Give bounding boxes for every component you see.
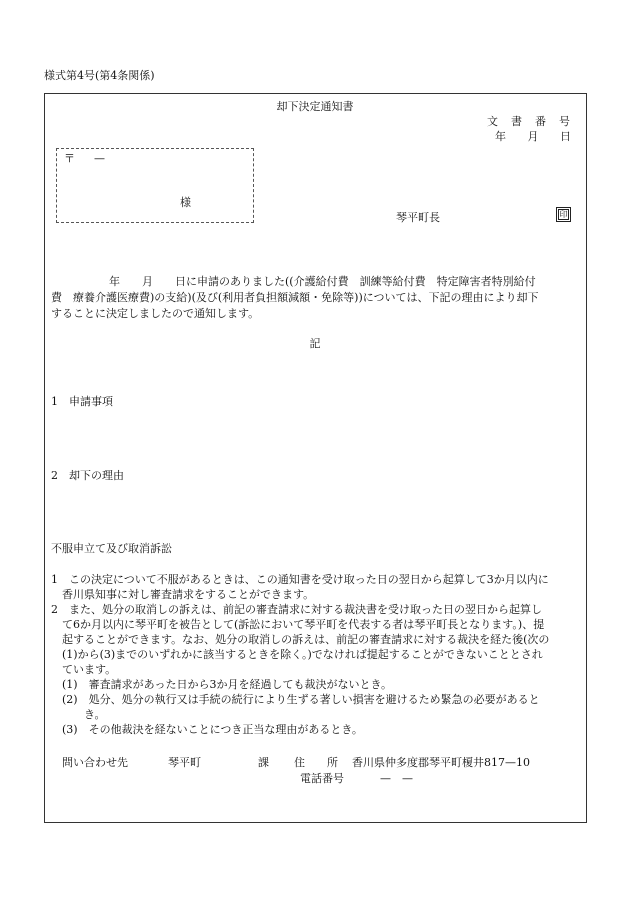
date-header xyxy=(477,131,571,142)
phone-label: 電話番号 xyxy=(300,772,344,785)
contact-phone xyxy=(300,773,413,784)
appeal-subitem: き。 xyxy=(51,708,106,721)
contact-town: 琴平町 xyxy=(168,756,201,769)
contact-address-label: 住 所 xyxy=(294,756,338,769)
body-line-1: 年 月 日に申請のありました((介護給付費 訓練等給付費 特定障害者特別給付 xyxy=(109,275,536,288)
postal-dash: — xyxy=(94,152,105,165)
appeal-subitem: (2) 処分、処分の執行又は手続の続行により生ずる著しい損害を避けるため緊急の必要があると xyxy=(51,693,540,706)
date-year: 年 xyxy=(495,130,506,143)
document-title: 却下決定通知書 xyxy=(276,100,354,113)
appeal-line: 1 この決定について不服があるときは、この通知書を受け取った日の翌日から起算して3か月以内に xyxy=(51,573,549,586)
date-month: 月 xyxy=(527,130,539,143)
appeal-line: 起することができます。なお、処分の取消しの訴えは、前記の審査請求に対する裁決を経た後(次の xyxy=(51,633,550,646)
appeal-line: (1)から(3)までのいずれかに該当するときを除く。)でなければ提起することができないこととされ xyxy=(51,648,543,661)
body-line-3: することに決定しましたので通知します。 xyxy=(51,307,260,320)
phone-value: — — xyxy=(380,772,413,785)
ki-heading: 記 xyxy=(309,337,321,350)
section-rejection-reason: 2 却下の理由 xyxy=(51,469,124,482)
appeal-line: ています。 xyxy=(51,663,117,676)
appeal-line: 2 また、処分の取消しの訴えは、前記の審査請求に対する裁決書を受け取った日の翌日から起算し xyxy=(51,603,542,616)
seal-char: 印 xyxy=(559,209,568,219)
appeal-heading: 不服申立て及び取消訴訟 xyxy=(51,542,172,555)
section-application-items: 1 申請事項 xyxy=(51,395,113,408)
contact-label: 問い合わせ先 xyxy=(62,756,128,769)
contact-section: 課 xyxy=(258,756,269,769)
address-box xyxy=(56,148,254,223)
body-line-2: 費 療養介護医療費)の支給)(及び(利用者負担額減額・免除等))については、下記の理由により却下 xyxy=(51,291,539,304)
honorific-sama: 様 xyxy=(180,196,191,209)
seal-stamp xyxy=(556,207,571,222)
contact-address: 香川県仲多度郡琴平町榎井817—10 xyxy=(352,756,530,769)
appeal-subitem: (3) その他裁決を経ないことにつき正当な理由があるとき。 xyxy=(51,723,363,736)
date-day: 日 xyxy=(560,130,571,143)
document-number-label: 文 書 番 号 xyxy=(487,115,571,128)
appeal-subitem: (1) 審査請求があった日から3か月を経過しても裁決がないとき。 xyxy=(51,678,393,691)
contact-info xyxy=(62,757,530,768)
issuer-name: 琴平町長 xyxy=(396,211,440,224)
form-label: 様式第4号(第4条関係) xyxy=(44,69,155,82)
appeal-line: て6か月以内に琴平町を被告として(訴訟において琴平町を代表する者は琴平町長となります。)、提 xyxy=(51,618,545,631)
appeal-line: 香川県知事に対し審査請求をすることができます。 xyxy=(51,588,315,601)
postal-mark: 〒 xyxy=(64,152,75,165)
